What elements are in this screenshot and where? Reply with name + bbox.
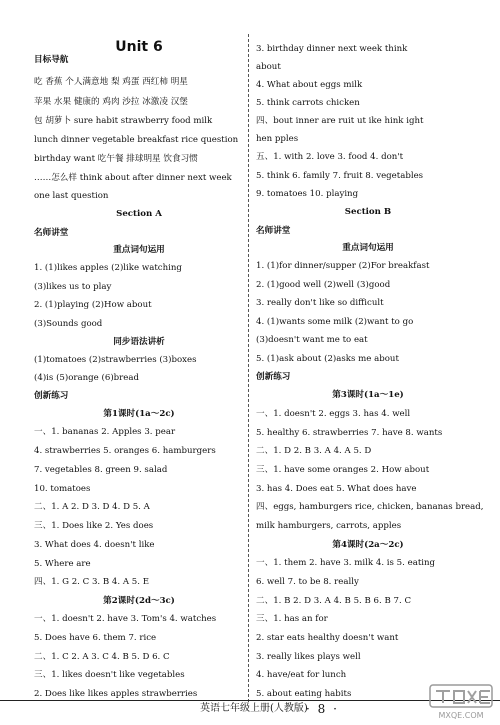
answer-line: 三、1. have some oranges 2. How about [256, 465, 430, 475]
answer-line: 苹果 水果 健康的 鸡肉 沙拉 冰激凌 汉堡 [34, 97, 188, 107]
unit-title: Unit 6 [115, 39, 163, 55]
answer-line: 3. birthday dinner next week think [256, 44, 408, 54]
answer-line: lunch dinner vegetable breakfast rice question [34, 135, 239, 145]
answer-line: hen pples [256, 134, 299, 144]
answer-line: 10. tomatoes [34, 484, 91, 494]
answer-line: 5. about eating habits [256, 689, 352, 699]
answer-line: 3. has 4. Does eat 5. What does have [256, 484, 417, 494]
footer-book-title: 英语七年级上册(人教版) [200, 703, 308, 714]
section-heading: 创新练习 [256, 372, 291, 382]
answer-line: 二、1. A 2. D 3. D 4. D 5. A [34, 502, 150, 512]
answer-line: 四、eggs, hamburgers rice, chicken, bananas bread, [256, 502, 484, 512]
answer-line: 4. (1)wants some milk (2)want to go [256, 317, 414, 327]
answer-line: 9. tomatoes 10. playing [256, 189, 359, 199]
answer-line: (1)tomatoes (2)strawberries (3)boxes [34, 355, 197, 365]
answer-line: (4)is (5)orange (6)bread [34, 373, 139, 383]
section-heading: 名师讲堂 [256, 226, 291, 236]
answer-line: 5. Does have 6. them 7. rice [34, 633, 157, 643]
answer-line: 5. healthy 6. strawberries 7. have 8. wants [256, 428, 443, 438]
column-divider [248, 34, 249, 702]
answer-line: 一、1. doesn't 2. have 3. Tom's 4. watches [34, 614, 217, 624]
answer-line: 3. really don't like so difficult [256, 298, 384, 308]
answer-line: 5. Where are [34, 559, 91, 569]
answer-line: ……怎么样 think about after dinner next week [34, 173, 232, 183]
section-heading: 第3课时(1a～1e) [332, 390, 404, 400]
section-heading: Section A [116, 209, 162, 219]
answer-line: 5. think carrots chicken [256, 98, 360, 108]
section-heading: 第4课时(2a～2c) [332, 540, 404, 550]
answer-line: (3)likes us to play [34, 282, 112, 292]
answer-line: 四、1. G 2. C 3. B 4. A 5. E [34, 577, 150, 587]
answer-line: 2. (1)good well (2)well (3)good [256, 280, 391, 290]
answer-line: 1. (1)likes apples (2)like watching [34, 263, 182, 273]
answer-line: 吃 香蕉 个人满意地 梨 鸡蛋 西红柿 明星 [34, 77, 188, 87]
answer-line: 三、1. has an for [256, 614, 328, 624]
answer-line: 三、1. likes doesn't like vegetables [34, 670, 185, 680]
section-heading: 重点词句运用 [342, 243, 394, 253]
answer-line: 5. (1)ask about (2)asks me about [256, 354, 399, 364]
section-heading: 第2课时(2d～3c) [103, 596, 175, 606]
answer-line: about [256, 62, 281, 72]
answer-line: 3. What does 4. doesn't like [34, 540, 155, 550]
section-heading: 名师讲堂 [34, 228, 69, 238]
answer-line: 2. (1)playing (2)How about [34, 300, 152, 310]
answer-line: one last question [34, 191, 109, 201]
answer-line: 三、1. Does like 2. Yes does [34, 521, 154, 531]
answer-line: 一、1. them 2. have 3. milk 4. is 5. eating [256, 558, 436, 568]
answer-line: 一、1. doesn't 2. eggs 3. has 4. well [256, 409, 411, 419]
answer-line: 4. strawberries 5. oranges 6. hamburgers [34, 446, 216, 456]
answer-line: 3. really likes plays well [256, 652, 361, 662]
footer-rule [0, 700, 500, 701]
answer-line: 五、1. with 2. love 3. food 4. don't [256, 152, 404, 162]
answer-line: 包 胡萝卜 sure habit strawberry food milk [34, 116, 213, 126]
section-heading: 重点词句运用 [113, 245, 165, 255]
section-heading: 第1课时(1a～2c) [103, 409, 175, 419]
answer-line: birthday want 吃午餐 排球明星 饮食习惯 [34, 154, 198, 164]
answer-line: 5. think 6. family 7. fruit 8. vegetables [256, 171, 424, 181]
answer-line: (3)doesn't want me to eat [256, 335, 368, 345]
answer-line: 7. vegetables 8. green 9. salad [34, 465, 168, 475]
answer-line: (3)Sounds good [34, 319, 103, 329]
answer-line: 2. Does like likes apples strawberries [34, 689, 198, 699]
answer-line: 二、1. B 2. D 3. A 4. B 5. B 6. B 7. C [256, 596, 412, 606]
section-heading: 目标导航 [34, 55, 69, 65]
section-heading: 同步语法讲析 [113, 337, 165, 347]
section-heading: 创新练习 [34, 391, 69, 401]
answer-line: 4. What about eggs milk [256, 80, 363, 90]
answer-logo-icon [428, 683, 494, 721]
answer-line: 二、1. D 2. B 3. A 4. A 5. D [256, 446, 372, 456]
answer-line: 2. star eats healthy doesn't want [256, 633, 399, 643]
answer-line: milk hamburgers, carrots, apples [256, 521, 402, 531]
answer-line: 1. (1)for dinner/supper (2)For breakfast [256, 261, 430, 271]
answer-line: 4. have/eat for lunch [256, 670, 347, 680]
watermark-text: MXQE.COM [438, 711, 484, 720]
section-heading: Section B [344, 207, 392, 217]
answer-line: 四、bout inner are ruit ut ike hink ight [256, 116, 424, 126]
answer-line: 6. well 7. to be 8. really [256, 577, 359, 587]
answer-line: 一、1. bananas 2. Apples 3. pear [34, 427, 176, 437]
answer-line: 二、1. C 2. A 3. C 4. B 5. D 6. C [34, 652, 170, 662]
footer-page-number: · 8 · [306, 702, 339, 716]
